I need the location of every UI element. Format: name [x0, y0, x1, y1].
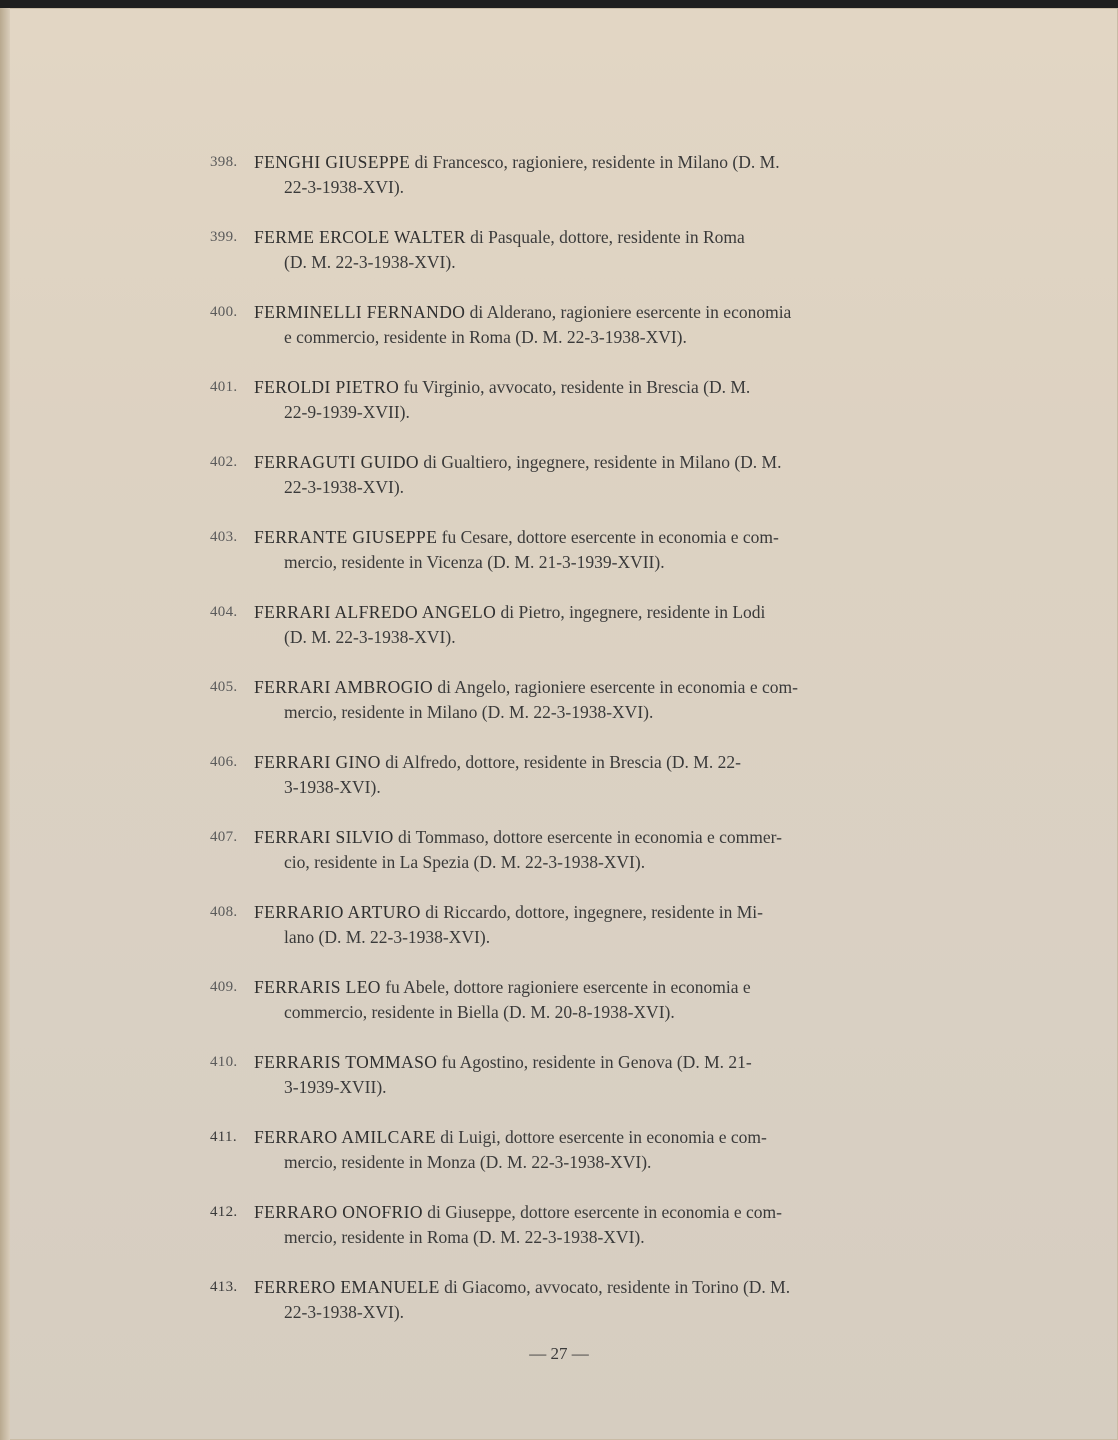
entry-text: [254, 150, 900, 200]
registry-entry: [210, 1125, 900, 1177]
entry-text: [254, 1125, 900, 1175]
entry-name: FERRAGUTI GUIDO: [254, 452, 419, 472]
entry-details: di Luigi, dottore esercente in economia e com-: [440, 1127, 767, 1147]
registry-entry: [210, 1200, 900, 1252]
entry-text: [254, 825, 900, 875]
entry-details-continued: 22-9-1939-XVII).: [284, 402, 410, 422]
entry-number: 403.: [210, 529, 238, 545]
entry-details-continued: commercio, residente in Biella (D. M. 20-8-1938-XVI).: [284, 1002, 675, 1022]
registry-entry: [210, 300, 900, 352]
entry-name: FENGHI GIUSEPPE: [254, 152, 411, 172]
entry-number: 405.: [210, 679, 238, 695]
entry-number: 407.: [210, 829, 238, 845]
entry-name: FERRARIS TOMMASO: [254, 1052, 438, 1072]
entry-details: di Francesco, ragioniere, residente in Milano (D. M.: [414, 152, 780, 172]
entry-name: FERME ERCOLE WALTER: [254, 227, 466, 247]
registry-entry: [210, 375, 900, 427]
registry-entry: [210, 975, 900, 1027]
entry-details: di Pasquale, dottore, residente in Roma: [470, 227, 745, 247]
entry-details-continued: 3-1938-XVI).: [284, 777, 381, 797]
entry-number: 404.: [210, 604, 238, 620]
entry-text: [254, 750, 900, 800]
entry-number: 399.: [210, 229, 238, 245]
entry-name: FEROLDI PIETRO: [254, 377, 400, 397]
scan-top-edge: [0, 0, 1118, 8]
entry-text: [254, 300, 900, 350]
entry-text: [254, 525, 900, 575]
entry-name: FERRARI GINO: [254, 752, 381, 772]
entry-details: di Riccardo, dottore, ingegnere, residente in Mi-: [425, 902, 763, 922]
entry-details: di Alfredo, dottore, residente in Brescia (D. M. 22-: [385, 752, 741, 772]
registry-entry: [210, 150, 900, 202]
entry-text: [254, 900, 900, 950]
entry-details: fu Abele, dottore ragioniere esercente in economia e: [385, 977, 751, 997]
entry-name: FERRARI AMBROGIO: [254, 677, 433, 697]
entry-details: di Tommaso, dottore esercente in economia e commer-: [398, 827, 782, 847]
entry-number: 408.: [210, 904, 238, 920]
entry-text: [254, 1050, 900, 1100]
entry-number: 411.: [210, 1129, 237, 1145]
registry-entry: [210, 1050, 900, 1102]
entry-details-continued: mercio, residente in Roma (D. M. 22-3-1938-XVI).: [284, 1227, 645, 1247]
registry-entry: [210, 675, 900, 727]
entry-name: FERRANTE GIUSEPPE: [254, 527, 438, 547]
entry-details-continued: mercio, residente in Vicenza (D. M. 21-3-1939-XVII).: [284, 552, 665, 572]
entry-name: FERMINELLI FERNANDO: [254, 302, 466, 322]
entry-details: fu Virginio, avvocato, residente in Brescia (D. M.: [403, 377, 751, 397]
entry-text: [254, 375, 900, 425]
entry-name: FERRARI ALFREDO ANGELO: [254, 602, 497, 622]
entry-details-continued: lano (D. M. 22-3-1938-XVI).: [284, 927, 491, 947]
entry-number: 410.: [210, 1054, 238, 1070]
entry-details-continued: (D. M. 22-3-1938-XVI).: [284, 252, 456, 272]
entry-text: [254, 600, 900, 650]
entry-details: di Giuseppe, dottore esercente in economia e com-: [427, 1202, 782, 1222]
document-page: [0, 8, 1118, 1440]
entry-details-continued: 3-1939-XVII).: [284, 1077, 387, 1097]
entry-details: di Angelo, ragioniere esercente in economia e com-: [437, 677, 798, 697]
registry-entry: [210, 1275, 900, 1327]
entry-name: FERRARO ONOFRIO: [254, 1202, 423, 1222]
entry-details: fu Cesare, dottore esercente in economia e com-: [441, 527, 779, 547]
registry-entry: [210, 900, 900, 952]
page-number: — 27 —: [529, 1344, 589, 1363]
entry-number: 406.: [210, 754, 238, 770]
entry-name: FERRERO EMANUELE: [254, 1277, 440, 1297]
entry-number: 398.: [210, 154, 238, 170]
entry-text: [254, 450, 900, 500]
entry-details: di Gualtiero, ingegnere, residente in Milano (D. M.: [423, 452, 782, 472]
entry-details-continued: 22-3-1938-XVI).: [284, 1302, 405, 1322]
entry-text: [254, 1275, 900, 1325]
entry-details-continued: mercio, residente in Milano (D. M. 22-3-1938-XVI).: [284, 702, 654, 722]
entry-text: [254, 225, 900, 275]
entry-details-continued: 22-3-1938-XVI).: [284, 177, 405, 197]
entry-details: di Pietro, ingegnere, residente in Lodi: [500, 602, 766, 622]
entry-number: 412.: [210, 1204, 238, 1220]
entry-name: FERRARIO ARTURO: [254, 902, 421, 922]
registry-entry: [210, 825, 900, 877]
entry-details-continued: (D. M. 22-3-1938-XVI).: [284, 627, 456, 647]
entry-details-continued: 22-3-1938-XVI).: [284, 477, 405, 497]
entry-name: FERRARIS LEO: [254, 977, 381, 997]
registry-entry: [210, 750, 900, 802]
registry-entry: [210, 600, 900, 652]
entry-name: FERRARI SILVIO: [254, 827, 394, 847]
entry-text: [254, 675, 900, 725]
entry-number: 401.: [210, 379, 238, 395]
entry-details: di Giacomo, avvocato, residente in Torino (D. M.: [444, 1277, 791, 1297]
registry-entry: [210, 225, 900, 277]
entry-name: FERRARO AMILCARE: [254, 1127, 436, 1147]
entry-details: di Alderano, ragioniere esercente in economia: [469, 302, 792, 322]
entry-details-continued: e commercio, residente in Roma (D. M. 22-3-1938-XVI).: [284, 327, 687, 347]
entry-details-continued: cio, residente in La Spezia (D. M. 22-3-1938-XVI).: [284, 852, 646, 872]
entry-number: 402.: [210, 454, 238, 470]
entry-text: [254, 975, 900, 1025]
entry-number: 409.: [210, 979, 238, 995]
entry-details-continued: mercio, residente in Monza (D. M. 22-3-1938-XVI).: [284, 1152, 652, 1172]
registry-entry: [210, 525, 900, 577]
entry-details: fu Agostino, residente in Genova (D. M. 21-: [441, 1052, 752, 1072]
registry-entry: [210, 450, 900, 502]
entry-text: [254, 1200, 900, 1250]
entry-number: 413.: [210, 1279, 238, 1295]
entry-number: 400.: [210, 304, 238, 320]
